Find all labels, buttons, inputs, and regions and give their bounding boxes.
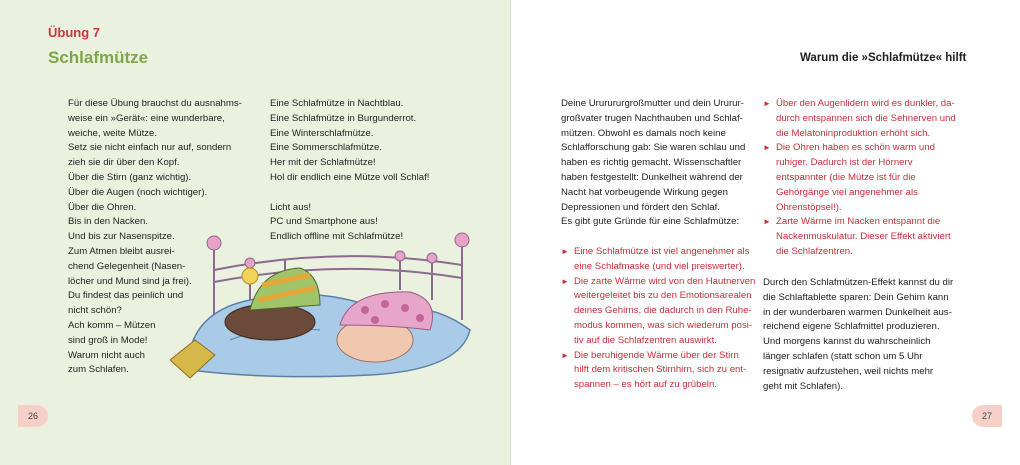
text-line: sind groß in Mode! — [68, 334, 148, 346]
exercise-label: Übung 7 — [48, 25, 100, 40]
text-line: nicht schön? — [68, 305, 122, 317]
text-line: Endlich offline mit Schlafmütze! — [270, 231, 404, 243]
text-line: Her mit der Schlafmütze! — [270, 157, 376, 169]
text-line: löcher und Mund sind ja frei). — [68, 275, 192, 287]
bullet-line: Die beruhigende Wärme über der Stirn — [574, 349, 739, 361]
text-line: Ach komm – Mützen — [68, 319, 156, 331]
text-line: weise ein »Gerät«: eine wunderbare, — [68, 112, 225, 124]
bullet-item — [763, 97, 956, 141]
right-intro-text — [561, 97, 745, 230]
bullet-arrow-icon: ► — [561, 247, 569, 256]
bullet-line: Die zarte Wärme wird von den Hautnerven — [574, 275, 756, 287]
bullet-line: deines Gehirns, die dadurch in den Ruhe- — [574, 305, 752, 317]
bullet-item — [561, 275, 755, 349]
page-spine — [510, 0, 511, 465]
bullet-line: Gehörgänge viel angenehmer als — [776, 186, 918, 198]
text-line: Es gibt gute Gründe für eine Schlafmütze: — [561, 216, 740, 228]
bullet-arrow-icon: ► — [763, 217, 771, 227]
bullet-line: spannen – es hört auf zu grübeln. — [574, 379, 717, 391]
text-line: weiche, weite Mütze. — [68, 127, 158, 139]
text-line: in der wunderbaren warmen Dunkelheit aus- — [763, 306, 952, 318]
right-col2-paragraph — [763, 276, 953, 394]
text-line: Deine Ururururgroßmutter und dein Ururur- — [561, 98, 744, 109]
text-line: Schlafforschung gab: Sie waren schlau und — [561, 142, 746, 154]
bullet-line: Nackenmuskulatur. Dieser Effekt aktiviert — [776, 231, 951, 243]
text-line: Depressionen und fördert den Schlaf. — [561, 201, 720, 213]
text-line: Zum Atmen bleibt ausrei- — [68, 245, 175, 257]
text-line: Licht aus! — [270, 201, 312, 213]
bullet-line: entspannter (die Mütze ist für die — [776, 171, 916, 183]
bullet-item — [561, 349, 755, 393]
bullet-line: durch entspannen sich die Sehnerven und — [776, 112, 956, 124]
bullet-arrow-icon: ► — [763, 143, 771, 153]
bullet-line: weitergeleitet bis zu den Emotionsarealen — [574, 290, 752, 302]
bullet-arrow-icon: ► — [763, 99, 771, 108]
text-line: Du findest das peinlich und — [68, 290, 184, 302]
polka-dot-cap — [340, 292, 433, 330]
text-line: PC und Smartphone aus! — [270, 216, 378, 228]
text-line: Für diese Übung brauchst du ausnahms- — [68, 98, 242, 109]
text-line: resignativ aufzustehen, weil nichts mehr — [763, 365, 934, 377]
striped-cap — [242, 268, 320, 310]
text-line: reichend eigene Schlafmittel produzieren. — [763, 321, 940, 333]
bullet-item — [561, 245, 755, 275]
text-line: haben festgestellt: Dunkelheit während der — [561, 171, 743, 183]
text-line: Über die Ohren. — [68, 201, 137, 213]
text-line: Und bis zur Nasenspitze. — [68, 231, 175, 243]
text-line: länger schlafen (statt schon um 5 Uhr — [763, 350, 923, 362]
page-number-right: 27 — [972, 405, 1002, 427]
text-line: zieh sie dir über den Kopf. — [68, 157, 180, 169]
text-line: die Schlaftablette sparen: Dein Gehirn kann — [763, 291, 949, 303]
text-line: Bis in den Nacken. — [68, 216, 148, 228]
bullet-line: Die Ohren haben es schön warm und — [776, 142, 935, 154]
bullet-line: Zarte Wärme im Nacken entspannt die — [776, 216, 941, 228]
bullet-line: Eine Schlafmütze ist viel angenehmer als — [574, 246, 750, 257]
text-line: Warum nicht auch — [68, 349, 145, 361]
text-line: Hol dir endlich eine Mütze voll Schlaf! — [270, 171, 430, 183]
bullet-item — [763, 141, 956, 215]
left-column2-text — [270, 97, 429, 245]
bullet-line: die Schlafzentren. — [776, 245, 853, 257]
text-line: großvater trugen Nachthauben und Schlaf- — [561, 112, 743, 124]
bullet-line: hilft dem kritischen Stirnhirn, sich zu ent- — [574, 364, 747, 376]
exercise-title: Schlafmütze — [48, 48, 149, 67]
bullet-item — [763, 215, 956, 259]
dog — [225, 304, 315, 340]
text-line: zum Schlafen. — [68, 364, 129, 376]
text-line: chend Gelegenheit (Nasen- — [68, 260, 186, 272]
text-line: mützen. Obwohl es damals noch keine — [561, 127, 726, 139]
text-line: Über die Augen (noch wichtiger). — [68, 186, 208, 198]
sleeping-person-illustration — [170, 230, 480, 380]
page-number-left: 26 — [18, 405, 48, 427]
right-page-heading: Warum die »Schlafmütze« hilft — [800, 52, 967, 64]
bullet-line: Ohrenstöpsel!). — [776, 201, 842, 213]
bullet-arrow-icon: ► — [561, 350, 569, 360]
text-line: Setz sie nicht einfach nur auf, sondern — [68, 142, 232, 154]
text-line: Eine Winterschlafmütze. — [270, 127, 374, 139]
right-col2-bullets — [763, 97, 956, 260]
bullet-line: tiv auf die Schlafzentren auswirkt. — [574, 334, 717, 346]
text-line: Eine Schlafmütze in Burgunderrot. — [270, 112, 417, 124]
text-line: Eine Sommerschlafmütze. — [270, 142, 382, 154]
bed-flowers — [207, 233, 469, 268]
bullet-line: modus kommen, was sich wiederum posi- — [574, 319, 753, 331]
text-line: Eine Schlafmütze in Nachtblau. — [270, 98, 404, 109]
text-line: Und morgens kannst du wahrscheinlich — [763, 336, 931, 348]
text-line: geht mit Schlafen). — [763, 380, 843, 392]
bullet-line: Über den Augenlidern wird es dunkler, da- — [776, 98, 955, 109]
right-col1-bullets — [561, 245, 755, 393]
text-line: haben es richtig gemacht. Wissenschaftler — [561, 157, 742, 169]
bullet-arrow-icon: ► — [561, 276, 569, 286]
bullet-line: ruhiger. Dadurch ist der Hörnerv — [776, 157, 913, 169]
text-line: Über die Stirn (ganz wichtig). — [68, 171, 192, 183]
text-line: Durch den Schlafmützen-Effekt kannst du dir — [763, 277, 954, 288]
bullet-line: eine Schlafmaske (und viel preiswerter). — [574, 260, 745, 272]
text-line: Nacht hat vorbeugende Wirkung gegen — [561, 186, 728, 198]
bullet-line: die Melatoninproduktion erhöht sich. — [776, 127, 931, 139]
